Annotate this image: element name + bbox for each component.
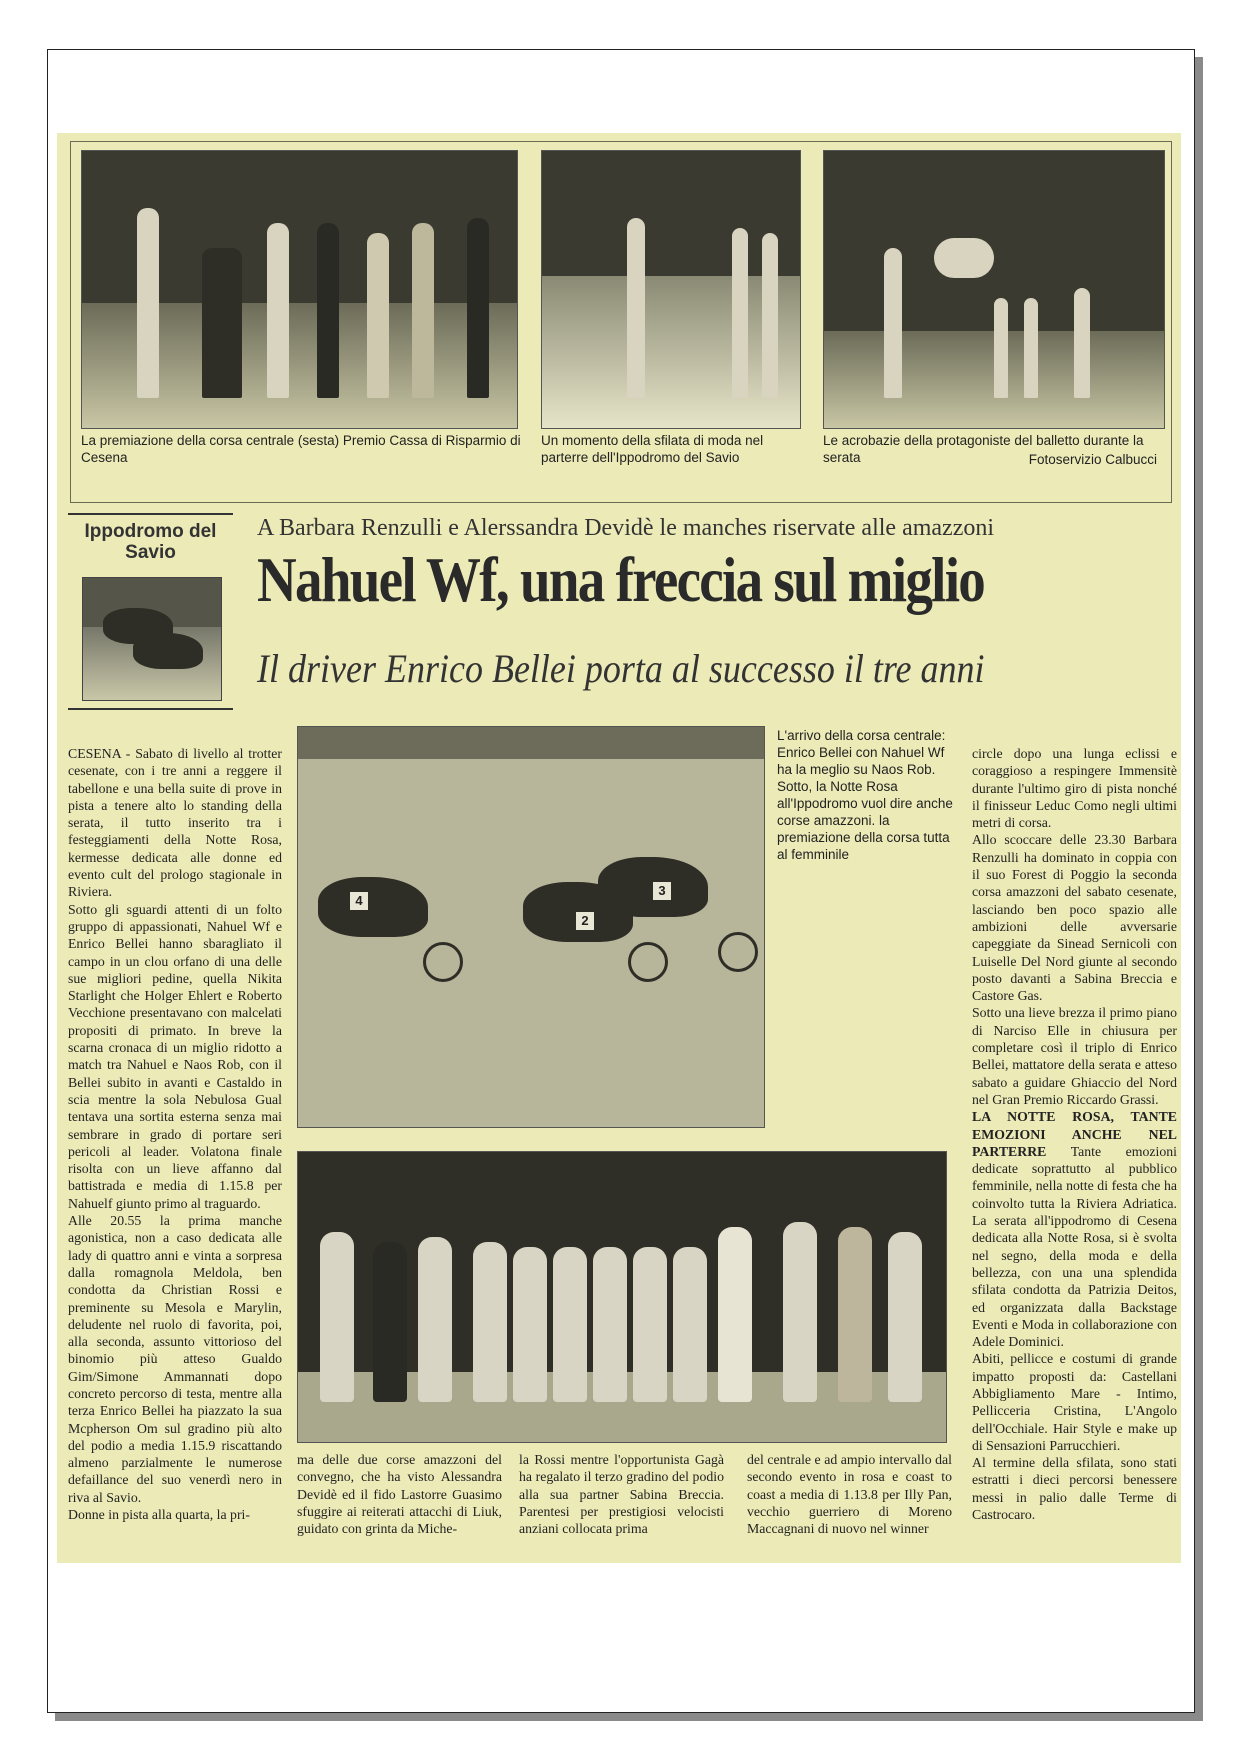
- paragraph: Sotto gli sguardi attenti di un folto gruppo di appassionati, Nahuel Wf e Enrico Bellei hanno sbaragliato il campo in un clou orfano di una delle sue migliori pedine, quella Nikita Starlight che Holger Ehlert e Roberto Vecchione presentavano con malcelati propositi di primato. In breve la scarna cronaca di un miglio ridotto a match tra Nahuel e Naos Rob, con il Bellei subito in avanti e Castaldo in scia mentre la sola Nebulosa Gual tentava una sortita esterna senza mai sembrare in grado di portare seri pericoli al leader. Volatona finale risolta con un lieve affanno dal battistrada e media di 1.15.8 per Nahuelf giunto primo al traguardo.: [68, 901, 282, 1211]
- photo-award-ceremony: [81, 150, 518, 429]
- caption-ballet: [823, 432, 1163, 468]
- caption-ballet-text: Le acrobazie della protagoniste del balletto durante la serata: [823, 433, 1144, 465]
- race-number-4: 4: [350, 892, 368, 910]
- caption-race-finish: L'arrivo della corsa centrale: Enrico Bellei con Nahuel Wf ha la meglio su Naos Rob. Sotto, la Notte Rosa all'Ippodromo vuol dire anche corse amazzoni. la premiazione della corsa tutta al femminile: [777, 728, 953, 862]
- photo-fashion-show: [541, 150, 801, 429]
- race-number-3: 3: [653, 882, 671, 900]
- photo-strip: [70, 141, 1172, 503]
- paragraph: Abiti, pellicce e costumi di grande impatto proposti da: Castellani Abbigliamento Mare - Intimo, Pellicceria Cristina, L'Angolo dell'Occhiale. Hair Style e make up di Sensazioni Parrucchieri.: [972, 1351, 1177, 1453]
- article-subheadline: Il driver Enrico Bellei porta al successo il tre anni: [257, 646, 985, 691]
- section-kicker-box: [68, 513, 233, 710]
- section-subhead: [972, 1108, 1177, 1350]
- section-kicker: Ippodromo del Savio: [84, 521, 217, 563]
- paragraph: Tante emozioni dedicate soprattutto al pubblico femminile, nella notte di festa che ha coinvolto tutta la Riviera Adriatica. La serata all'ippodromo di Cesena dedicata alla Notte Rosa, si è svolta nel segno, della moda e della bellezza, con una una splendida sfilata condotta da Patrizia Deitos, ed organizzata dalla Backstage Eventi e Moda in collaborazione con Adele Dominici.: [972, 1143, 1178, 1350]
- photo-amazons-award: [297, 1151, 947, 1443]
- photo-credit: Fotoservizio Calbucci: [1028, 452, 1157, 467]
- article-column-5: [972, 745, 1177, 1523]
- photo-ballet-acrobatics: [823, 150, 1165, 429]
- paragraph: Allo scoccare delle 23.30 Barbara Renzulli ha dominato in coppia con il suo Forest di Poggio la seconda corsa amazzoni del sabato cesenate, lasciando ben poco spazio alle ambizioni delle avversarie capeggiate da Sinead Sernicoli con Luiselle Del Nord giunte al secondo posto davanti a Sabina Breccia e Castore Gas.: [972, 832, 1177, 1004]
- article-column-2: ma delle due corse amazzoni del convegno, che ha visto Alessandra Devidè ed il fido Lastorre Guasimo sfuggire ai reiterati attacchi di Liuk, guidato con grinta da Miche-: [297, 1452, 502, 1537]
- photo-race-finish: [297, 726, 765, 1128]
- article-headline: Nahuel Wf, una freccia sul miglio: [257, 544, 985, 615]
- caption-award-ceremony: La premiazione della corsa centrale (sesta) Premio Cassa di Risparmio di Cesena: [81, 433, 521, 465]
- race-number-2: 2: [576, 912, 594, 930]
- article-column-1: [68, 745, 282, 1523]
- paragraph: Sotto una lieve brezza il primo piano di Narciso Elle in chiusura per completare così il triplo di Enrico Bellei, mattatore della serata e atteso sabato a guidare Ghiaccio del Nord nel Gran Premio Riccardo Grassi.: [972, 1005, 1177, 1107]
- caption-fashion-show: Un momento della sfilata di moda nel parterre dell'Ippodromo del Savio: [541, 433, 764, 465]
- paragraph: CESENA - Sabato di livello al trotter cesenate, con i tre anni a reggere il tabellone e una bella suite di prove in pista a tenere alto lo standing della serata, il tutto inserito tra i festeggiamenti della Notte Rosa, kermesse dedicata alle donne ed evento cult del prologo stagionale in Riviera.: [68, 746, 282, 900]
- article-column-3: la Rossi mentre l'opportunista Gagà ha regalato il terzo gradino del podio alla sua partner Sabina Breccia. Parentesi per prestigiosi velocisti anziani collocata prima: [519, 1452, 724, 1537]
- article-column-4: del centrale e ad ampio intervallo dal secondo evento in rosa e coast to coast a media di 1.13.8 per Illy Pan, vecchio guerriero di Moreno Maccagnani di nuovo nel winner: [747, 1452, 952, 1537]
- section-kicker-photo: [82, 577, 222, 701]
- paragraph: Donne in pista alla quarta, la pri-: [68, 1507, 250, 1523]
- paragraph: Alle 20.55 la prima manche agonistica, non a caso dedicata alle lady di quattro anni e vinta a sorpresa dalla romagnola Meldola, ben condotta da Christian Rossi e preminente su Mesola e Marylin, deludente nel ruolo di favorita, poi, alla seconda, assunto vittorioso del binomio più atteso Gualdo Gim/Simone Ammannati dopo concreto percorso di testa, mentre alla terza Enrico Bellei ha piazzato la sua Mcpherson Om sul gradino più alto del podio a media 1.15.9 riscattando almeno parzialmente le numerose defaillance del suo venerdì nero in riva al Savio.: [68, 1213, 282, 1505]
- article-overline: A Barbara Renzulli e Alerssandra Devidè le manches riservate alle amazzoni: [257, 515, 995, 541]
- newspaper-clipping: [57, 133, 1181, 1563]
- paragraph: Al termine della sfilata, sono stati estratti i dieci percorsi benessere messi in palio dalle Terme di Castrocaro.: [972, 1455, 1177, 1523]
- subhead-text: LA NOTTE ROSA, TANTE EMOZIONI ANCHE NEL PARTERRE: [972, 1109, 1177, 1159]
- paragraph: circle dopo una lunga eclissi e coraggioso a respingere Immensitè durante l'ultimo giro di pista nonché il finisseur Leduc Como negli ultimi metri di corsa.: [972, 746, 1177, 831]
